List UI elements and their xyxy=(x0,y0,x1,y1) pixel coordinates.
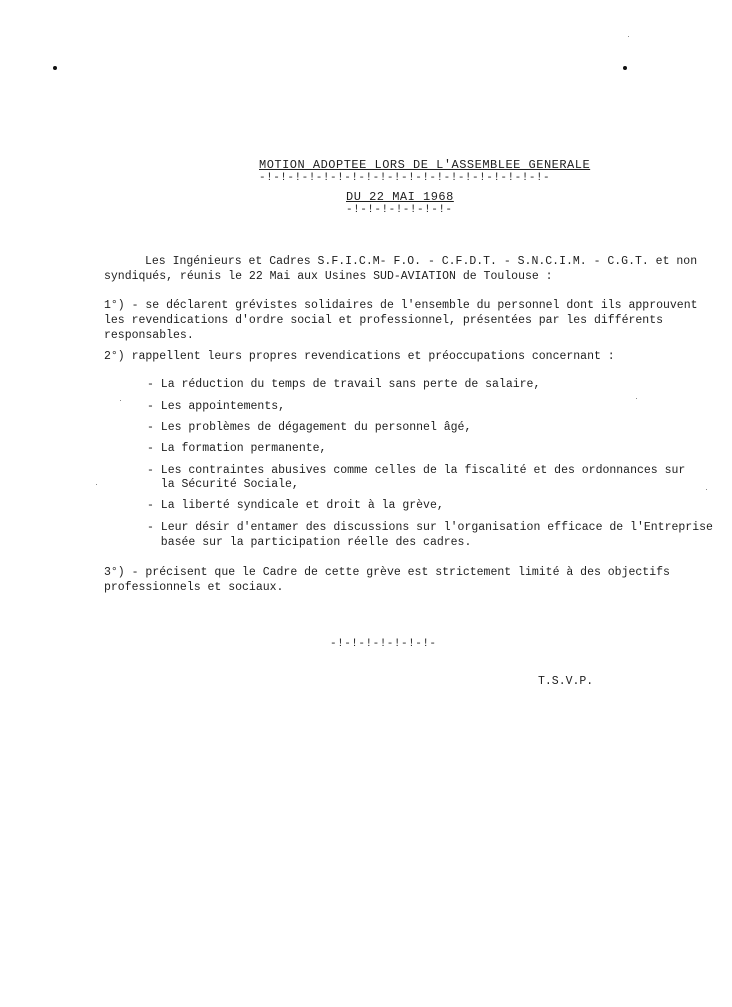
list-item-formation: - La formation permanente, xyxy=(147,442,327,455)
point-2: 2°) rappellent leurs propres revendications et préoccupations concernant : xyxy=(104,350,615,363)
speck xyxy=(628,36,629,37)
intro-line-2: syndiqués, réunis le 22 Mai aux Usines SUD-AVIATION de Toulouse : xyxy=(104,270,553,283)
list-item-degagement: - Les problèmes de dégagement du personnel âgé, xyxy=(147,421,472,434)
point-3-line-1: 3°) - précisent que le Cadre de cette grève est strictement limité à des objectifs xyxy=(104,566,670,579)
list-item-contraintes: - Les contraintes abusives comme celles de la fiscalité et des ordonnances sur xyxy=(147,464,686,477)
list-item-contraintes-cont: la Sécurité Sociale, xyxy=(147,478,299,491)
document-title: MOTION ADOPTEE LORS DE L'ASSEMBLEE GENERALE xyxy=(259,158,591,172)
document-date: DU 22 MAI 1968 xyxy=(346,190,454,204)
speck xyxy=(706,489,707,490)
tsvp-note: T.S.V.P. xyxy=(538,675,594,688)
intro-line-1: Les Ingénieurs et Cadres S.F.I.C.M- F.O. - C.F.D.T. - S.N.C.I.M. - C.G.T. et non xyxy=(145,255,698,268)
list-item-appointements: - Les appointements, xyxy=(147,400,286,413)
point-3-line-2: professionnels et sociaux. xyxy=(104,581,284,594)
speck xyxy=(120,400,121,401)
list-item-reduction: - La réduction du temps de travail sans perte de salaire, xyxy=(147,378,541,391)
point-1-line-3: responsables. xyxy=(104,329,194,342)
point-1-line-2: les revendications d'ordre social et professionnel, présentées par les différents xyxy=(104,314,663,327)
end-rule: -!-!-!-!-!-!-!- xyxy=(330,638,437,650)
speck xyxy=(636,398,637,399)
point-1-line-1: 1°) - se déclarent grévistes solidaires de l'ensemble du personnel dont ils approuvent xyxy=(104,299,698,312)
punch-mark-left xyxy=(53,66,57,70)
speck xyxy=(96,484,97,485)
punch-mark-right xyxy=(623,66,627,70)
date-rule: -!-!-!-!-!-!-!- xyxy=(346,204,453,216)
list-item-desir-cont: basée sur la participation réelle des cadres. xyxy=(147,536,472,549)
list-item-liberte: - La liberté syndicale et droit à la grève, xyxy=(147,499,444,512)
list-item-desir: - Leur désir d'entamer des discussions sur l'organisation efficace de l'Entreprise xyxy=(147,521,713,534)
title-rule: -!-!-!-!-!-!-!-!-!-!-!-!-!-!-!-!-!-!-!-!- xyxy=(259,172,551,184)
